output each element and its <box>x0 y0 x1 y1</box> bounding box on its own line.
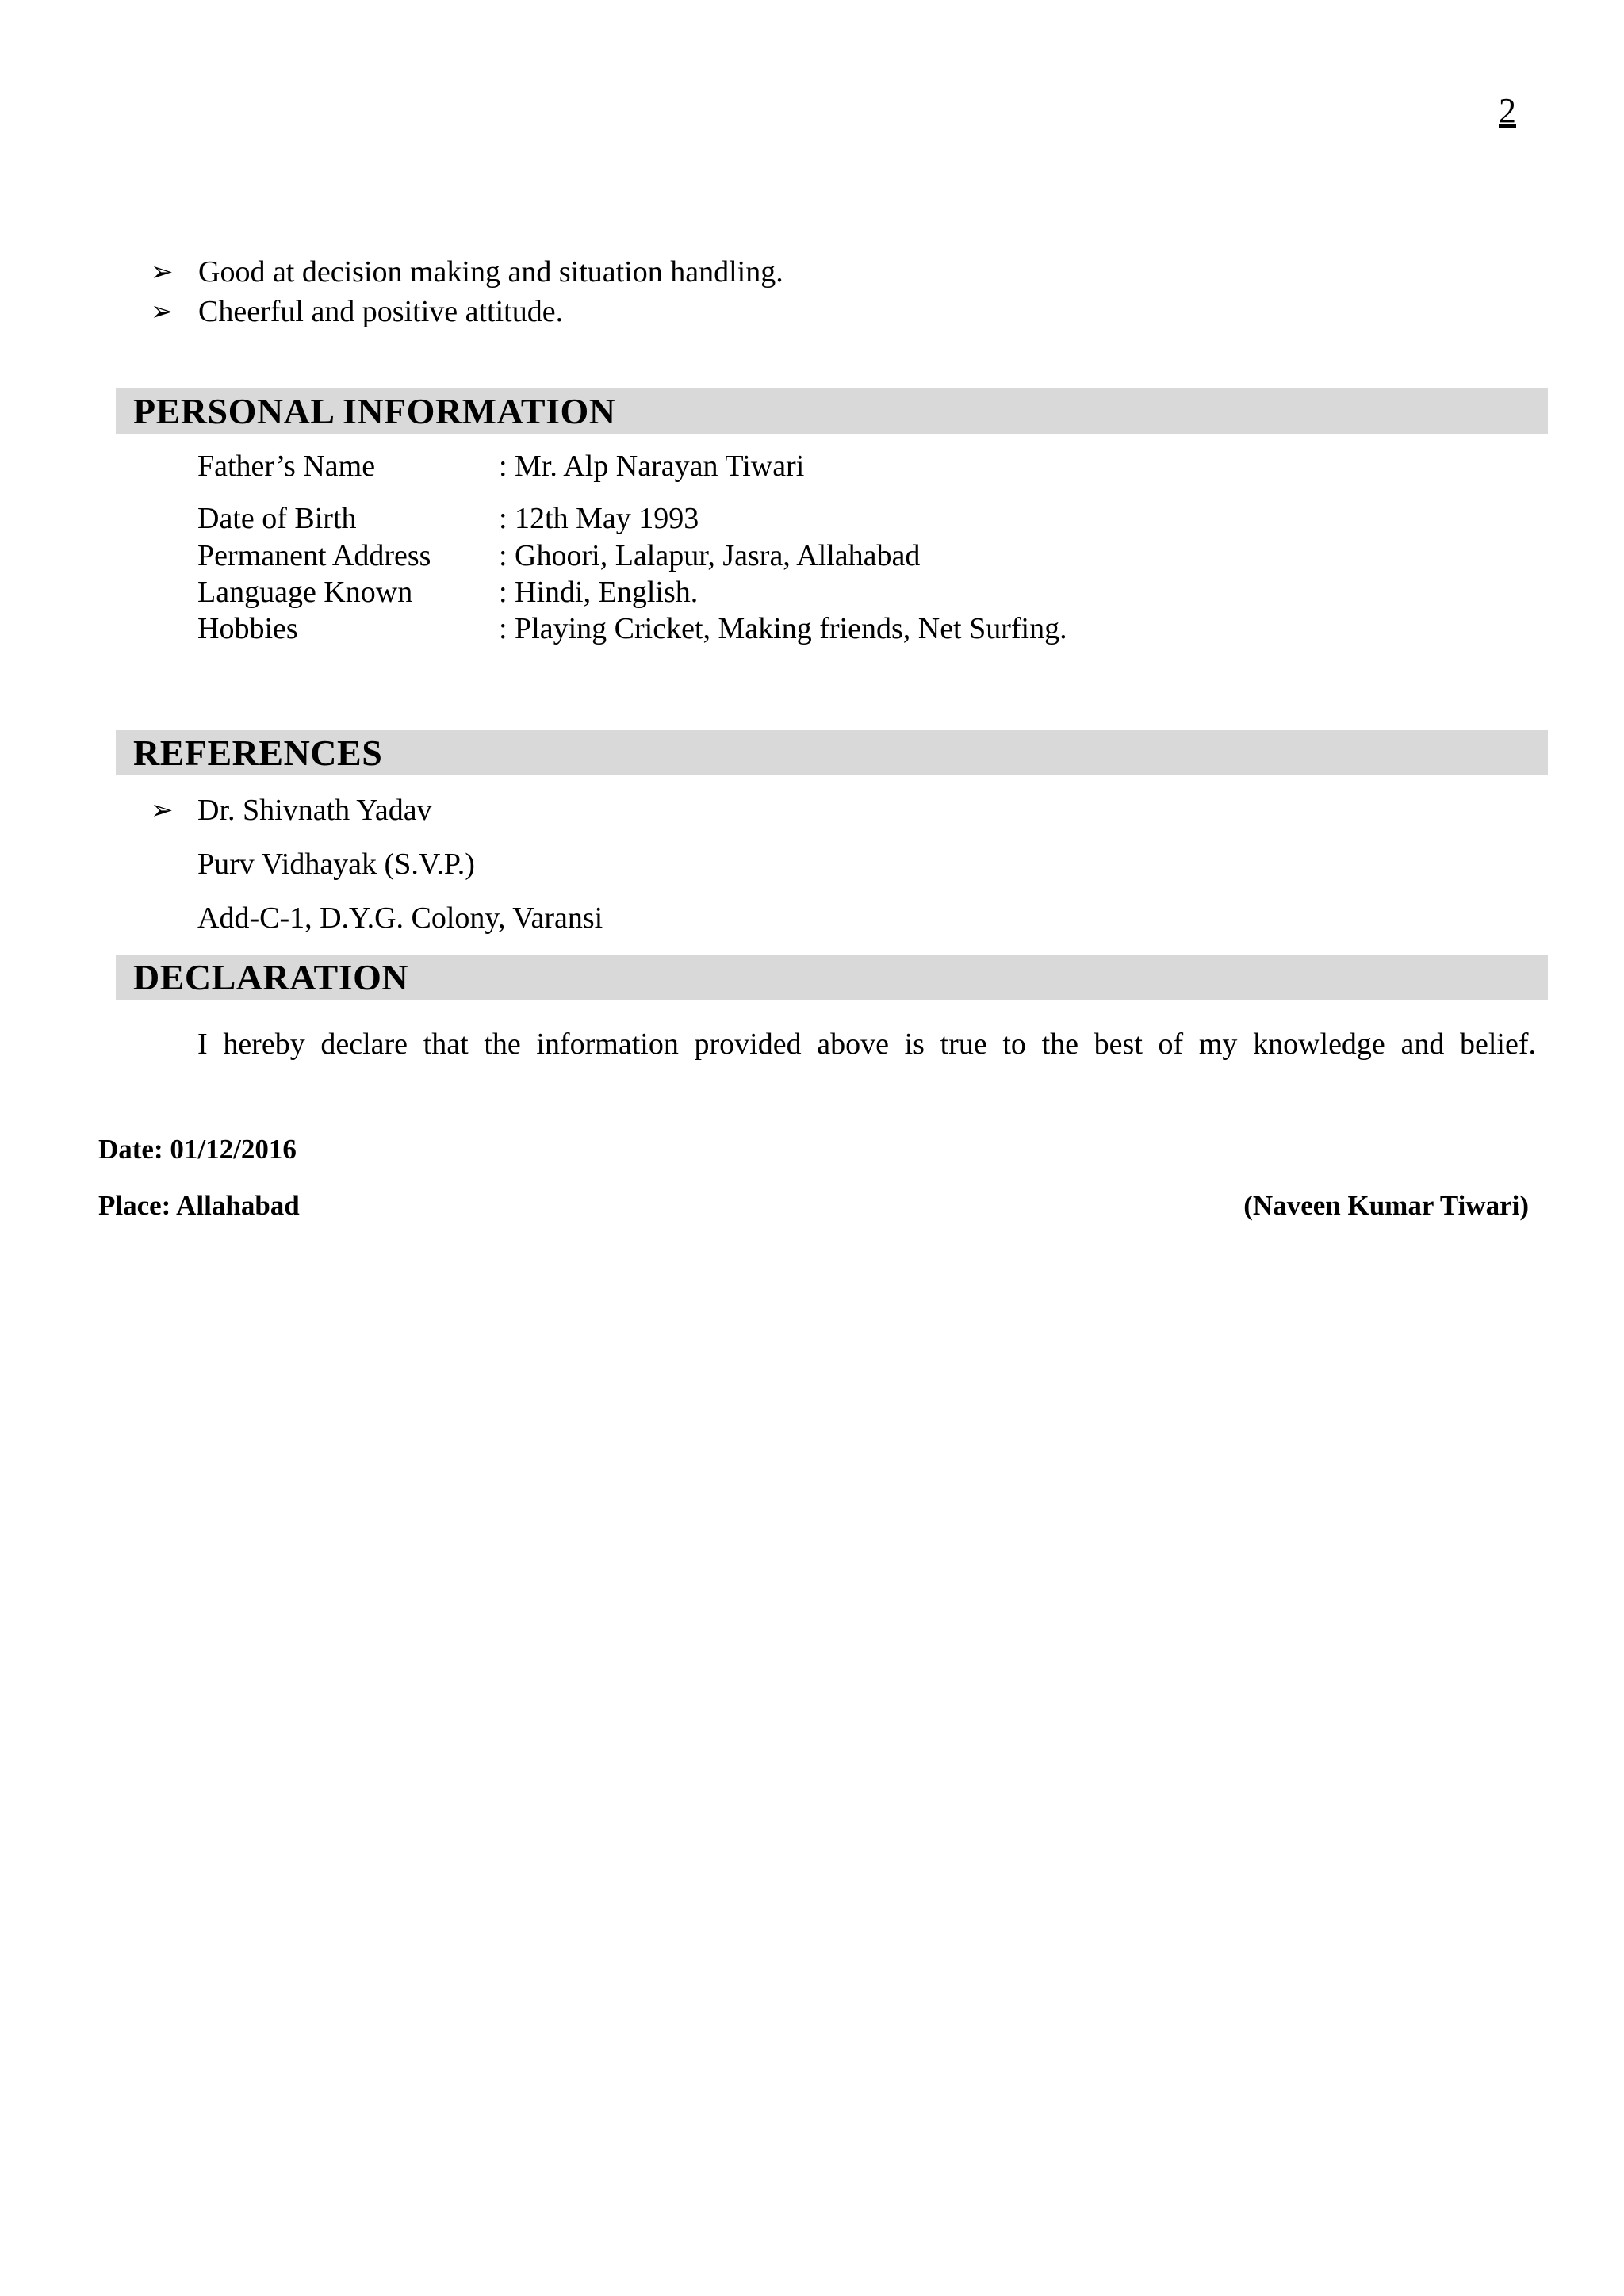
strength-text: Cheerful and positive attitude. <box>198 295 564 328</box>
info-value: : 12th May 1993 <box>499 502 699 535</box>
info-value: : Ghoori, Lalapur, Jasra, Allahabad <box>499 539 921 572</box>
info-value: : Playing Cricket, Making friends, Net Surfing. <box>499 612 1067 645</box>
arrow-bullet-icon: ➢ <box>151 794 174 826</box>
info-row-permanent-address <box>197 538 920 574</box>
declaration-text: I hereby declare that the information provided above is true to the best of my knowledge and belief. <box>197 1027 1536 1061</box>
section-title: DECLARATION <box>133 957 409 997</box>
arrow-bullet-icon: ➢ <box>151 256 174 288</box>
info-label: Language Known <box>197 576 413 609</box>
info-label: Permanent Address <box>197 539 431 572</box>
list-item <box>151 292 783 331</box>
info-label: Date of Birth <box>197 502 357 535</box>
signature-name: (Naveen Kumar Tiwari) <box>1243 1190 1529 1221</box>
page-number: 2 <box>1499 91 1516 130</box>
section-title: PERSONAL INFORMATION <box>133 391 616 431</box>
reference-address: Add-C-1, D.Y.G. Colony, Varansi <box>197 901 603 935</box>
list-item <box>151 252 783 292</box>
personal-information-header <box>116 388 1548 434</box>
strength-text: Good at decision making and situation handling. <box>198 255 783 289</box>
info-label: Hobbies <box>197 612 298 645</box>
date-line: Date: 01/12/2016 <box>98 1134 297 1165</box>
info-row-fathers-name <box>197 448 804 484</box>
strengths-list <box>151 252 783 331</box>
section-title: REFERENCES <box>133 733 383 773</box>
info-row-date-of-birth <box>197 500 699 537</box>
arrow-bullet-icon: ➢ <box>151 296 174 327</box>
place-line: Place: Allahabad <box>98 1190 300 1221</box>
info-row-hobbies <box>197 610 1067 647</box>
declaration-header <box>116 955 1548 1000</box>
reference-name: Dr. Shivnath Yadav <box>197 794 432 827</box>
info-value: : Mr. Alp Narayan Tiwari <box>499 450 805 483</box>
info-value: : Hindi, English. <box>499 576 699 609</box>
reference-title: Purv Vidhayak (S.V.P.) <box>197 848 475 881</box>
info-label: Father’s Name <box>197 450 376 483</box>
info-row-language-known <box>197 574 698 610</box>
references-header <box>116 730 1548 775</box>
